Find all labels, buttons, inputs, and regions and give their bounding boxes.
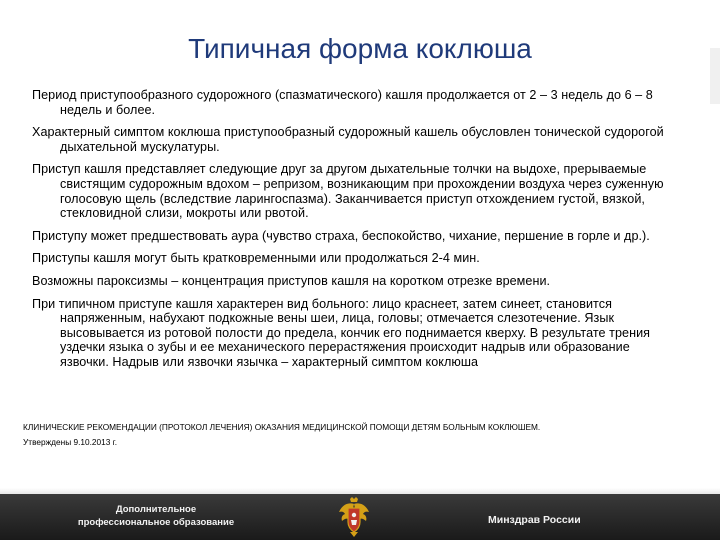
paragraph: Приступы кашля могут быть кратковременными или продолжаться 2-4 мин.	[32, 251, 480, 266]
paragraph: При типичном приступе кашля характерен вид больного: лицо краснеет, затем синеет, становится напряженным, набухают подкожные вены шеи, лица, головы; отмечается слезотечение. Язык высовывается из ротовой полости до предела, кончик его поднимается кверху. В результате трения уздечки языка о зубы и ее механического перерастяжения происходит надрыв или образование язвочки. Надрыв или язвочки язычка – характерный симптом коклюша	[32, 296, 651, 369]
ministry-label: Минздрав России	[488, 514, 581, 526]
source-reference	[23, 420, 683, 449]
source-title: КЛИНИЧЕСКИЕ РЕКОМЕНДАЦИИ (ПРОТОКОЛ ЛЕЧЕНИЯ) ОКАЗАНИЯ МЕДИЦИНСКОЙ ПОМОЩИ ДЕТЯМ БОЛЬНЫМ КОКЛЮШЕМ.	[23, 422, 541, 432]
footer-program	[56, 504, 256, 529]
paragraph: Приступ кашля представляет следующие друг за другом дыхательные толчки на выдохе, прерываемые свистящим судорожным вдохом – репризом, возникающим при прохождении воздуха через суженную голосовую щель (вследствие ларингоспазма). Заканчивается приступ отхождением густой, вязкой, стекловидной слизи, мокроты или рвотой.	[32, 162, 664, 221]
paragraph: Период приступообразного судорожного (спазматического) кашля продолжается от 2 – 3 недель до 6 – 8 недель и более.	[32, 88, 653, 117]
footer-program-line1: Дополнительное	[115, 504, 197, 515]
slide-body	[32, 88, 672, 378]
footer-program-line2: профессиональное образование	[77, 516, 235, 528]
paragraph: Возможны пароксизмы – концентрация приступов кашля на коротком отрезке времени.	[32, 273, 551, 288]
source-date: Утверждены 9.10.2013 г.	[23, 436, 118, 447]
coat-of-arms-icon	[336, 496, 372, 538]
paragraph: Характерный симптом коклюша приступообразный судорожный кашель обусловлен тонической судорогой дыхательной мускулатуры.	[32, 125, 664, 154]
footer-bar	[0, 494, 720, 540]
paragraph: Приступу может предшествовать аура (чувство страха, беспокойство, чихание, першение в горле и др.).	[32, 228, 650, 243]
slide-title: Типичная форма коклюша	[188, 33, 532, 64]
